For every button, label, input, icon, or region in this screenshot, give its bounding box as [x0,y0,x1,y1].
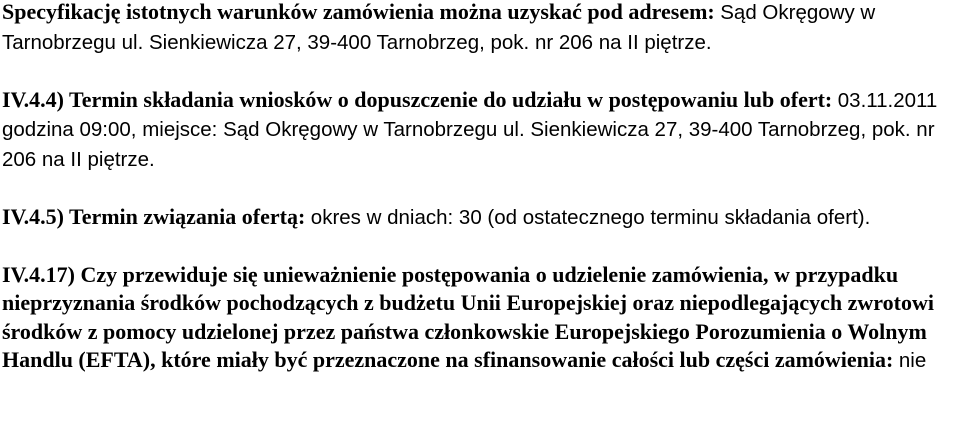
offer-binding-paragraph [2,203,954,233]
submission-deadline-value: 03.11.2011 godzina 09:00, miejsce: Sąd Okręgowy w Tarnobrzegu ul. Sienkiewicza 27, 39-400 Tarnobrzeg, pok. nr 206 na II piętrze. [2,88,938,171]
paragraph-gap [2,57,954,86]
spec-address-value: Sąd Okręgowy w Tarnobrzegu ul. Sienkiewicza 27, 39-400 Tarnobrzeg, pok. nr 206 na II piętrze. [2,1,876,54]
offer-binding-value: okres w dniach: 30 (od ostatecznego terminu składania ofert). [310,205,871,229]
spec-address-paragraph [2,0,954,57]
cancellation-value: nie [898,349,927,372]
spec-address-label: Specyfikację istotnych warunków zamówienia można uzyskać pod adresem: [2,0,715,24]
paragraph-gap [2,232,954,261]
document-body [2,0,954,376]
paragraph-gap [2,174,954,203]
submission-deadline-paragraph [2,86,954,175]
submission-deadline-label: IV.4.4) Termin składania wniosków o dopuszczenie do udziału w postępowaniu lub ofert: [2,86,833,112]
cancellation-paragraph [2,261,954,376]
cancellation-label: IV.4.17) Czy przewiduje się unieważnienie postępowania o udzielenie zamówienia, w przypadku nieprzyznania środków pochodzących z budżetu Unii Europejskiej oraz niepodlegających zwrotowi środków z pomocy udzielonej przez państwa członkowskie Europejskiego Porozumienia o Wolnym Handlu (EFTA), które miały być przeznaczone na sfinansowanie całości lub części zamówienia: [2,261,934,372]
offer-binding-label: IV.4.5) Termin związania ofertą: [2,203,306,229]
